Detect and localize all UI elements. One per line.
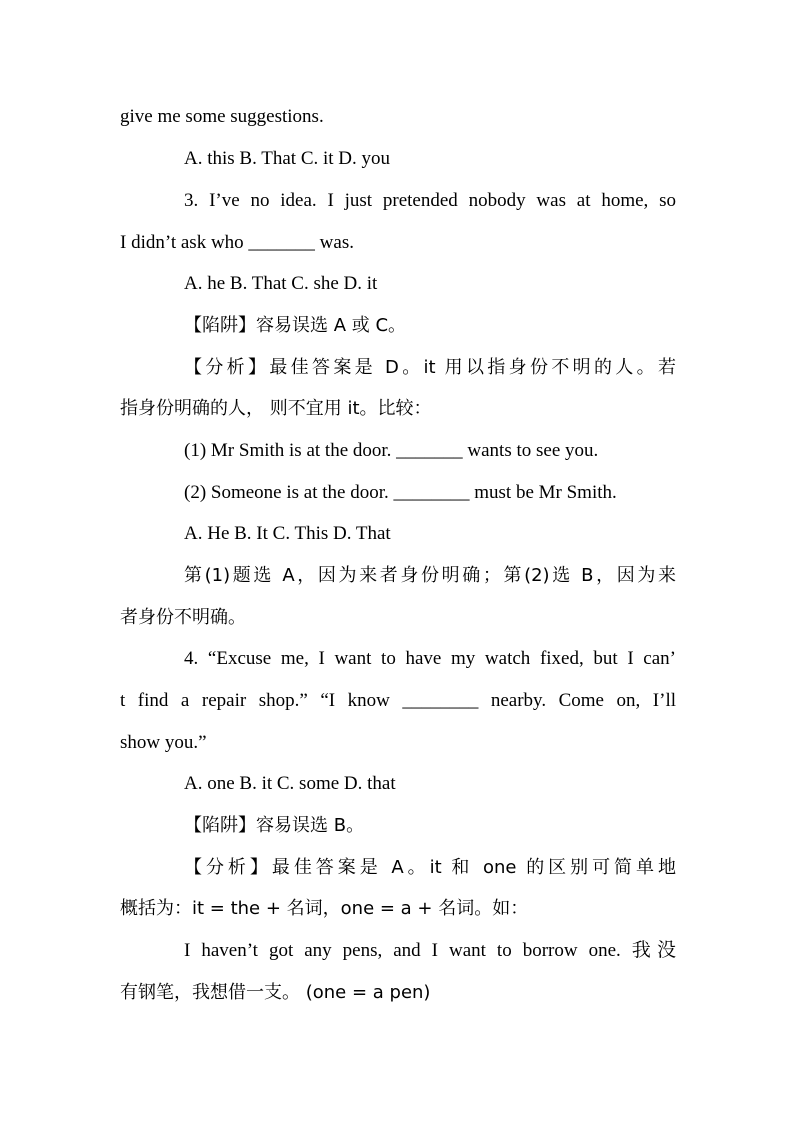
text-line: 概括为：it = the + 名词，one = a + 名词。如：	[120, 898, 529, 919]
text-line: t find a repair shop.” “I know ________ nearby. Come on, I’ll	[120, 690, 676, 711]
answer-options: A. this B. That C. it D. you	[184, 148, 391, 169]
example-2: (2) Someone is at the door. ________ must be Mr Smith.	[184, 482, 617, 503]
text-line: show you.”	[120, 732, 207, 753]
trap-note: 【陷阱】容易误选 B。	[184, 815, 365, 836]
answer-options: A. He B. It C. This D. That	[184, 523, 391, 544]
text-line: 者身份不明确。	[120, 607, 246, 628]
example-sentence: I haven’t got any pens, and I want to borrow one. 我没	[184, 940, 676, 961]
analysis-note: 【分析】最佳答案是 A。it 和 one 的区别可简单地	[184, 857, 676, 878]
explanation: 第(1)题选 A，因为来者身份明确；第(2)选 B，因为来	[184, 565, 676, 586]
question-4: 4. “Excuse me, I want to have my watch fixed, but I can’	[184, 648, 676, 669]
text-line: 指身份明确的人， 则不宜用 it。比较：	[120, 398, 432, 419]
answer-options: A. he B. That C. she D. it	[184, 273, 378, 294]
analysis-note: 【分析】最佳答案是 D。it 用以指身份不明的人。若	[184, 357, 676, 378]
text-line: give me some suggestions.	[120, 106, 324, 127]
answer-options: A. one B. it C. some D. that	[184, 773, 396, 794]
text-line: I didn’t ask who _______ was.	[120, 232, 354, 253]
trap-note: 【陷阱】容易误选 A 或 C。	[184, 315, 407, 336]
question-3: 3. I’ve no idea. I just pretended nobody was at home, so	[184, 190, 676, 211]
text-line: 有钢笔，我想借一支。 (one = a pen)	[120, 982, 431, 1003]
example-1: (1) Mr Smith is at the door. _______ wants to see you.	[184, 440, 599, 461]
